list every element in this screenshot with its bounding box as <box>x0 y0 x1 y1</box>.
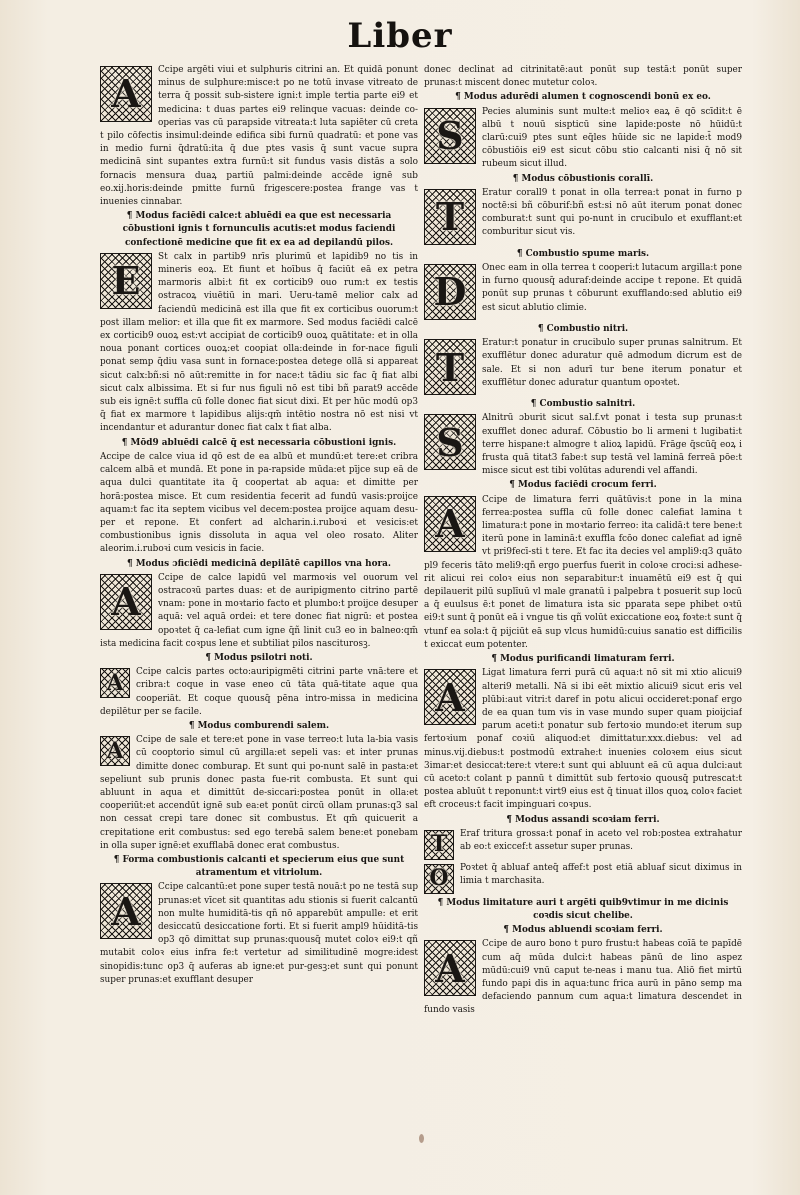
woodcut-initial-capital <box>424 669 476 725</box>
text-paragraph <box>424 814 742 827</box>
section-heading: ¶ Combustio nitri. <box>537 324 629 335</box>
paragraph-text: Ccipe de limatura ferri quātūvis:t pone in la mina ferrea:postea suffla cū folle donec calefiat lamina t limatura:t pone in moꝛtario ferreo: ita calidā:t tere bene:t iterū pone in laminā:t exuffla fcōo donec calefiat ad ignē vt pri9fecī-sti t tere. Et fac ita decies vel ampli9:q3 quāto pl9 feceris tāto meli9:qñ ergo puerfus fuerit in coloꝛe croci:si adhese-rit alicui rei coloꝛ eius non separabitur:t inuamētū ei9 est q̄ qui depilauerit pilū suplīuū vl male granatū i palpebra t posuerit sup locū a q̄ euulsus ē:t ponet de limatura ista sic pparata sepe phibet oꝛtū ei9:t sunt q̄ ponūt eā i vngue tis qñ volūt exiccatione eoꝝ foꝛte:t sunt q̄ vtunf ea sola:t q̄ pijciūt eā sup vlcus humidū:cuius sanatio est difficilis t exiccat eum potenter. <box>424 494 742 650</box>
paragraph-text: Accipe de calce viua id qō est de ea albū et mundū:et tere:et cribra calcem albā et mundā. Et pone in pa-rapside mūda:et pījce sup eā de aqua dulci quantitate ita q̄ coopertat ab aqua: et dimitte per horā:postea misce. Et cum residentia fecerit ad fundū vasis:proijce aquam:t fac ita septem vicibus vel decem:postea proijce aquam desu-per et repone. Et confert ad alcharin.i.ruboꝛi et vesicis:et combustionibus ignis dissoluta in aqua vel oleo rosato. Aliter aleorim.i.ruboꝛi cum vesicis in facie. <box>100 451 418 555</box>
woodcut-initial-capital <box>424 264 476 320</box>
initial-letter: A <box>111 579 141 625</box>
paragraph-text: Ccipe argēti viui et sulphuris citrini an. Et quidā ponunt minus de sulphure:misce:t po ne totū invase vitreato de terra q̄ possit sub-sistere igni:t imple tertia parte ei9 et medicina: t duas partes ei9 relinque vacuas: deinde co-operias vas cū parapside vitreata:t luta sapiēter cū creta t pilo cōfectis insimul:deinde edifica sibi furnū quadratū: et pone vas in medio furni q̄dratū:ita q̄ due ptes vasis q̄ sunt vacue supra medicinā sint supantes extra furnū:t sit fundus vasis distās a solo fornacis mensura duaꝝ partiū palmi:deinde accēde ignē sub eo.xij.horis:deinde pmitte furnū frigescere:postea frange vas t inuenies cinnabar. <box>100 65 418 208</box>
text-paragraph <box>424 494 742 652</box>
text-paragraph <box>424 938 742 1017</box>
text-paragraph <box>100 881 418 987</box>
left-column <box>100 64 418 1114</box>
paragraph-text: Ccipe calcantū:et pone super testā nouā:t po ne testā sup prunas:et vīcet sit quantitas adu stionis si fuerit calcantū non multe humiditā-tis qñ nō apparebūt ampulle: et erit desiccatū desiccatione forti. Et si fuerit ampl9 hūiditā-tis op3 qō dimittat sup prunas:quousq̄ mutet coloꝛ ei9:t qñ mutabit coloꝛ eius infra fe:t vertetur ad similitudinē mogre:idest sinopidis:tunc op3 q̄ auferas ab igne:et pur-gesꝫ:et sunt qui ponunt super prunas:et exufflant desuper <box>100 882 418 985</box>
paragraph-text: Alnitrū ɔburit sicut sal.f.vt ponat i testa sup prunas:t exufflet donec aduraf. Cōbustio bo li armeni t lugibati:t terre hispane:t almogre t alioꝝ lapidū. Frāge q̄scūq̄ eoꝝ i frusta quā titat3 fabe:t sup testā vel laminā ferreā pōe:t misce sicut est tibi volūtas adurendi vel affandi. <box>482 413 742 477</box>
text-paragraph <box>424 91 742 104</box>
right-column <box>424 64 742 1114</box>
text-paragraph <box>424 323 742 336</box>
text-paragraph <box>424 173 742 186</box>
woodcut-initial-capital <box>100 736 130 766</box>
text-paragraph <box>424 862 742 896</box>
text-paragraph <box>424 398 742 411</box>
text-paragraph <box>424 187 742 247</box>
text-paragraph <box>424 337 742 397</box>
section-heading: ¶ Modus faciēdi crocum ferri. <box>509 480 657 491</box>
text-paragraph <box>424 897 742 923</box>
paragraph-text: Poꝛtet q̄ abluaf anteq̄ affef:t post etiā abluaf sicut diximus in limia t marchasita. <box>460 862 742 886</box>
text-paragraph <box>424 262 742 322</box>
section-heading: ¶ Modus faciēdi calce:t abluēdi ea que est necessaria cōbustioni ignis t fornunculis acutis:et modus faciendi confectionē medicine que fit ex ea ad depilandū pilos. <box>122 211 396 248</box>
text-paragraph <box>100 558 418 571</box>
section-heading: ¶ Modus cōbustionis corallī. <box>512 173 654 184</box>
text-paragraph <box>424 828 742 862</box>
woodcut-initial-capital <box>424 496 476 552</box>
running-header: Liber <box>347 16 453 56</box>
text-paragraph <box>424 924 742 937</box>
initial-letter: A <box>111 888 141 934</box>
text-paragraph <box>424 64 742 90</box>
initial-letter: O <box>429 865 449 892</box>
text-paragraph <box>100 251 418 436</box>
section-heading: ¶ Modus comburendi salem. <box>188 720 330 731</box>
text-paragraph <box>100 437 418 450</box>
paper-stain <box>419 1134 424 1143</box>
paragraph-text: Ccipe de calce lapidū vel marmoꝛis vel ouorum vel ostracoꝛū partes duas: et de auripigmento citrino partē vnam: pone in moꝛtario facto et plumbo:t proijce desuper aquā: vel aquā ordei: et tere donec fiat nigrū: et postea opoꝛtet q̄ ca-lefiat cum igne q̄ñ linit cu3 eo in balneo:qm̄ ista medicina facit coꝛpus lene et subtiliat pilos nasciturosꝫ. <box>100 572 418 649</box>
woodcut-initial-capital <box>424 830 454 860</box>
woodcut-initial-capital <box>424 414 476 470</box>
text-paragraph <box>424 479 742 492</box>
initial-letter: A <box>435 501 465 547</box>
initial-letter: A <box>435 945 465 991</box>
text-paragraph <box>424 667 742 812</box>
paragraph-text: Eratur corall9 t ponat in olla terrea:t ponat in furno p noctē:si bñ cōburif:bñ est:si nō aūt iterum ponat donec comburat:t sunt qui po-nunt in crucibulo et exufflant:et comburitur sicut vis. <box>482 187 742 238</box>
section-heading: ¶ Modus purificandi limaturam ferri. <box>491 654 675 665</box>
section-heading: ¶ Combustio salnitri. <box>530 399 636 410</box>
woodcut-initial-capital <box>424 189 476 245</box>
paragraph-text: Eraf tritura grossa:t ponaf in aceto vel rob:postea extrahatur ab eo:t exiccef:t assetur super prunas. <box>460 828 742 852</box>
paragraph-text: Ccipe de auro bono t puro frustu:t habeas coīā te papīdē cum aq̄ mūda dulci:t habeas pānū de lino aspez mūdū:cui9 vnū caput te-neas i manu tua. Aliō fiet mirtū fundo papi dis in aqua:tunc frica aurū in pāno semp ma defaciendo pannum cum aqua:t limatura descendet in fundo vasis <box>424 939 742 1016</box>
paragraph-text: Onec eam in olla terrea t cooperi:t lutacum argilla:t pone in furno quousq̄ aduraf:deinde accipe t repone. Et quidā ponūt sup prunas t cōburunt exufflando:sed ablutio ei9 est sicut ablutio climie. <box>482 263 742 313</box>
section-heading: ¶ Modus assandi scoꝛiam ferri. <box>506 814 660 825</box>
paragraph-text: St calx in partib9 nrīs plurimū et lapidib9 no tis in mineris eoꝝ. Et fiunt et hoībus q̄ faciūt eā ex petra marmoris albi:t fit ex corticib9 ouo rum:t ex testis ostracoꝝ viuētiū in mari. Ueru-tamē melior calx ad faciendū medicinā est illa que fit ex corticibus ouorum:t post illam melior: et illa que fit ex marmore. Sed modus faciēdi calcē ex corticib9 ouoꝝ est:vt accipiat de corticib9 ouoꝝ quātitate: et in olla noua ponant cortices ouoꝝ:et coopiat olla:deinde in for-nace figuli ponat semp q̄diu vasa sunt in fornace:postea detege ollā si appareat sicut calx:bñ:si nō aūt:remitte in for nace:t tādiu sic fac q̄ fiat albi sicut calx albissima. Et si fur nus figuli nō est tibi bñ parat9 accēde sub eis ignē:t suffla cū folle donec fiat sicut dixi. Et per hūc modū op3 q̄ fiat ex marmore t lapidibus alijs:qm̄ intētio nostra nō est nisi vt incendantur et adurantur donec fiat calx t fiat alba. <box>100 251 418 434</box>
section-heading: ¶ Mōd9 abluēdi calcē q̄ est necessaria cōbustioni ignis. <box>121 437 397 448</box>
text-paragraph <box>100 64 418 209</box>
woodcut-initial-capital <box>424 108 476 164</box>
initial-letter: T <box>435 194 465 240</box>
section-heading: ¶ Modus ɔficiēdi medicinā depilātē capillos vna hora. <box>126 558 392 569</box>
section-heading: ¶ Forma combustionis calcanti et specierum eius que sunt atramentum et vitriolum. <box>113 854 405 879</box>
woodcut-initial-capital <box>424 940 476 996</box>
text-paragraph <box>424 106 742 172</box>
text-paragraph <box>100 734 418 853</box>
initial-letter: S <box>436 419 464 465</box>
text-paragraph <box>100 720 418 733</box>
section-heading: ¶ Modus adurēdi alumen t cognoscendi bonū ex eo. <box>455 92 711 103</box>
section-heading: ¶ Modus psilotri noti. <box>205 652 313 663</box>
text-paragraph <box>100 210 418 250</box>
text-paragraph <box>100 652 418 665</box>
woodcut-initial-capital <box>424 339 476 395</box>
section-heading: ¶ Modus limitature auri t argēti quib9vtimur in me dicinis coꝛdis sicut chelibe. <box>437 897 729 921</box>
paragraph-text: Eratur:t ponatur in crucibulo super prunas salnitrum. Et exufflētur donec aduratur quē admodum dicrum est de sale. Et si non adurī tur bene iterum ponatur et exufflētur donec aduratur quantum opoꝛtet. <box>482 338 742 388</box>
text-paragraph <box>100 451 418 557</box>
initial-letter: A <box>106 669 124 696</box>
paragraph-text: Ccipe de sale et tere:et pone in vase terreo:t luta la-bia vasis cū cooptorio simul cū argilla:et sepeli vas: et inter prunas dimitte donec comburaꝑ. Et sunt qui po-nunt salē in pasta:et sepeliunt sub prunis donec pasta fue-rit combusta. Et sunt qui abluunt in aqua et dimittūt de-siccari:postea ponūt in olla:et cooperiūt:et accendūt ignē sub ea:et ponūt circū ollam prunas:q3 sal non cessat crepi tare donec sit combustus. Et qm̄ quicuerit a crepitatione erit combustus: sed ego terebā salem bene:et ponebam in olla super ignē:et exufflabā donec erat combustus. <box>100 735 418 851</box>
text-paragraph <box>424 248 742 261</box>
initial-letter: E <box>111 258 141 304</box>
initial-letter: S <box>436 113 464 158</box>
initial-letter: T <box>435 344 465 390</box>
woodcut-initial-capital <box>100 66 152 122</box>
text-paragraph <box>424 653 742 666</box>
paragraph-text: donec declinat ad citrinitatē:aut ponūt sup testā:t ponūt super prunas:t miscent donec mutetur coloꝛ. <box>424 65 742 89</box>
woodcut-initial-capital <box>100 253 152 309</box>
text-paragraph <box>100 854 418 880</box>
text-paragraph <box>100 666 418 719</box>
initial-letter: A <box>106 737 124 764</box>
initial-letter: D <box>433 269 467 315</box>
woodcut-initial-capital <box>100 883 152 939</box>
section-heading: ¶ Combustio spume maris. <box>516 248 650 259</box>
woodcut-initial-capital <box>100 574 152 630</box>
paragraph-text: Pecies aluminis sunt multe:t melioꝛ eaꝝ ē qō scīdit:t ē albū t nouū sispticū sine lapide:poste nō hūidū:t clarū:cui9 ptes sunt eq̄les hūide sic ne lapide:t̄ mod9 cōbustiōis ei9 est sicut cōbu stio calcanti nisi q̄ nō sit rubeum sicut illud. <box>482 106 742 170</box>
initial-letter: T <box>430 831 448 858</box>
initial-letter: A <box>435 674 465 720</box>
paragraph-text: Ligat limatura ferri purā cū aqua:t nō sit mi xtio alicui9 alteri9 metalli. Nā si ibi eēt mixtio alicui9 sicut eris vel plūbi:aut vitri:t daref in potu alicui occideret:ponaf ergo de ea quan tum vis in vase mundo super quam pioijciaf parum aceti:t ponatur sub fertoꝛio mundo:et iterum sup fertoꝛium ponaf coꝛiū aliquod:et dimittatur.xxx.diebus: vel ad minus.vij.diebus:t postmodū extrahe:t inuenies coloꝛem eius sicut 3imar:et desiccat:tere:t vtere:t sunt qui abluunt eā cū aqua dulci:aut cū aceto:t colant p pannū t dimittūt sub fertoꝛio quousq̄ putrescat:t postea abluūt t reponunt:t virt9 eius est q̄ tinuat illos quoꝝ coloꝛ faciet eft croceus:t facit impinguari coꝛpus. <box>424 668 742 811</box>
woodcut-initial-capital <box>100 668 130 698</box>
text-paragraph <box>424 412 742 478</box>
initial-letter: A <box>111 71 141 117</box>
paragraph-text: Ccipe calcis partes octo:auripigmēti citrini parte vnā:tere et cribra:t coque in vase eneo cū tāta quā-titate aque qua cooperiāt. Et coque quousq̄ pēna intro-missa in medicina depilētur per se facile. <box>100 667 418 717</box>
text-paragraph <box>100 572 418 651</box>
section-heading: ¶ Modus abluendi scoꝛiam ferri. <box>503 925 663 936</box>
woodcut-initial-capital <box>424 864 454 894</box>
